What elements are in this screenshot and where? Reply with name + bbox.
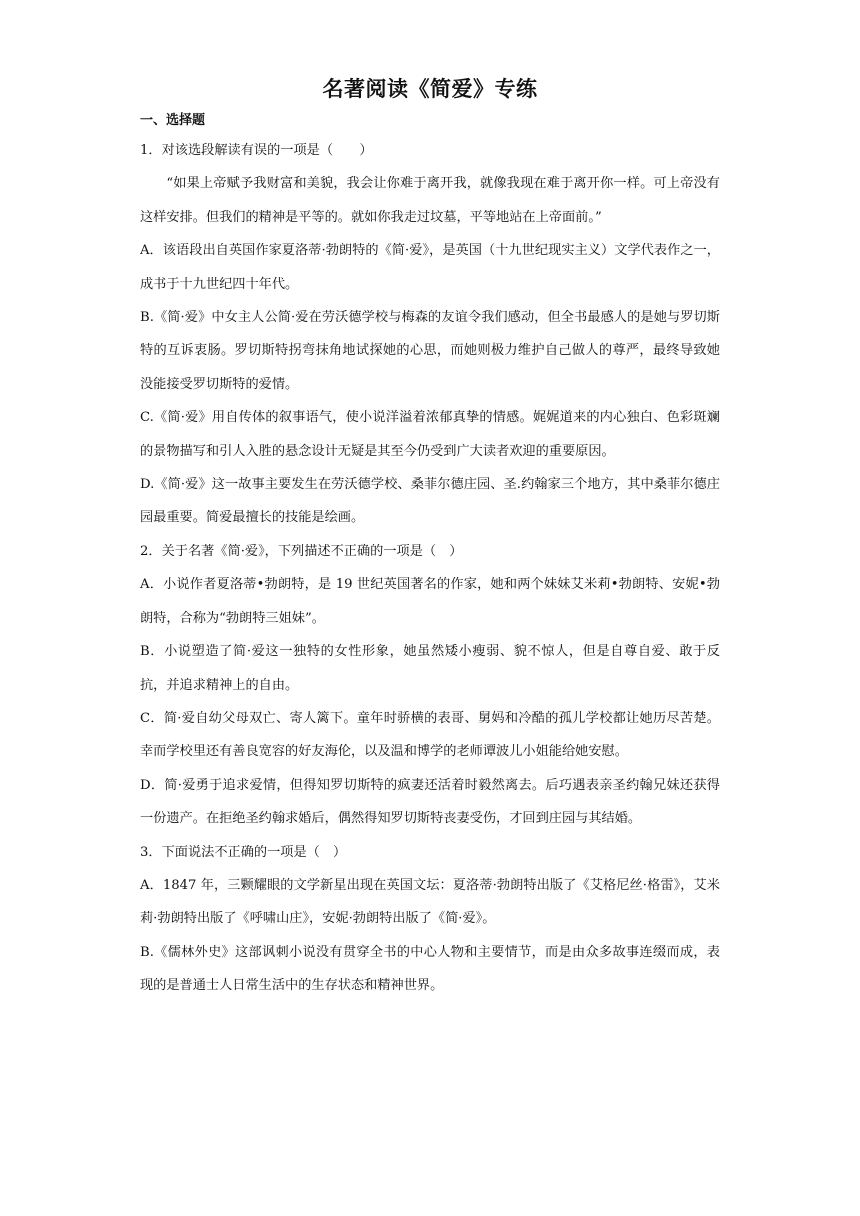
question-1-option-d: D.《简·爱》这一故事主要发生在劳沃德学校、桑菲尔德庄园、圣.约翰家三个地方，其中桑菲尔德庄园最重要。简爱最擅长的技能是绘画。 (140, 477, 720, 526)
question-2-stem: 2．关于名著《简·爱》，下列描述不正确的一项是（ ） (140, 543, 463, 559)
section-heading: 一、选择题 (140, 113, 206, 128)
question-3-stem: 3．下面说法不正确的一项是（ ） (140, 844, 347, 860)
question-2-option-d: D．简·爱勇于追求爱情，但得知罗切斯特的疯妻还活着时毅然离去。后巧遇表亲圣约翰兄妹还获得一份遗产。在拒绝圣约翰求婚后，偶然得知罗切斯特丧妻受伤，才回到庄园与其结婚。 (140, 777, 720, 827)
question-1-option-b: B.《简·爱》中女主人公简·爱在劳沃德学校与梅森的友谊令我们感动，但全书最感人的是她与罗切斯特的互诉衷肠。罗切斯特拐弯抹角地试探她的心思，而她则极力维护自己做人的尊严，最终导致她没能接受罗切斯特的爱情。 (140, 310, 720, 392)
page-title: 名著阅读《简爱》专练 (322, 77, 538, 101)
document-content (140, 74, 720, 1003)
question-3-option-b: B.《儒林外史》这部讽刺小说没有贯穿全书的中心人物和主要情节，而是由众多故事连缀而成，表现的是普通士人日常生活中的生存状态和精神世界。 (140, 944, 720, 994)
question-3-option-a: A．1847 年，三颗耀眼的文学新星出现在英国文坛：夏洛蒂·勃朗特出版了《艾格尼丝·格雷》，艾米莉·勃朗特出版了《呼啸山庄》，安妮·勃朗特出版了《简·爱》。 (140, 877, 720, 927)
question-1-stem: 1．对该选段解读有误的一项是（ ） (140, 143, 373, 158)
question-1-option-c: C.《简·爱》用自传体的叙事语气，使小说洋溢着浓郁真挚的情感。娓娓道来的内心独白、色彩斑斓的景物描写和引人入胜的悬念设计无疑是其至今仍受到广大读者欢迎的重要原因。 (140, 410, 720, 459)
question-1-quote: “如果上帝赋予我财富和美貌，我会让你难于离开我，就像我现在难于离开你一样。可上帝没有这样安排。但我们的精神是平等的。就如你我走过坟墓，平等地站在上帝面前。” (140, 176, 720, 225)
question-2-option-c: C．简·爱自幼父母双亡、寄人篱下。童年时骄横的表哥、舅妈和冷酷的孤儿学校都让她历尽苦楚。幸而学校里还有善良宽容的好友海伦，以及温和博学的老师谭波儿小姐能给她安慰。 (140, 710, 720, 760)
question-2-option-b: B．小说塑造了简·爱这一独特的女性形象，她虽然矮小瘦弱、貌不惊人，但是自尊自爱、敢于反抗，并追求精神上的自由。 (140, 644, 720, 693)
question-1-option-a: A．该语段出自英国作家夏洛蒂·勃朗特的《简·爱》，是英国（十九世纪现实主义）文学代表作之一，成书于十九世纪四十年代。 (140, 243, 720, 292)
question-2-option-a: A．小说作者夏洛蒂•勃朗特，是 19 世纪英国著名的作家，她和两个妹妹艾米莉•勃朗特、安妮•勃朗特，合称为“勃朗特三姐妹”。 (140, 577, 720, 626)
